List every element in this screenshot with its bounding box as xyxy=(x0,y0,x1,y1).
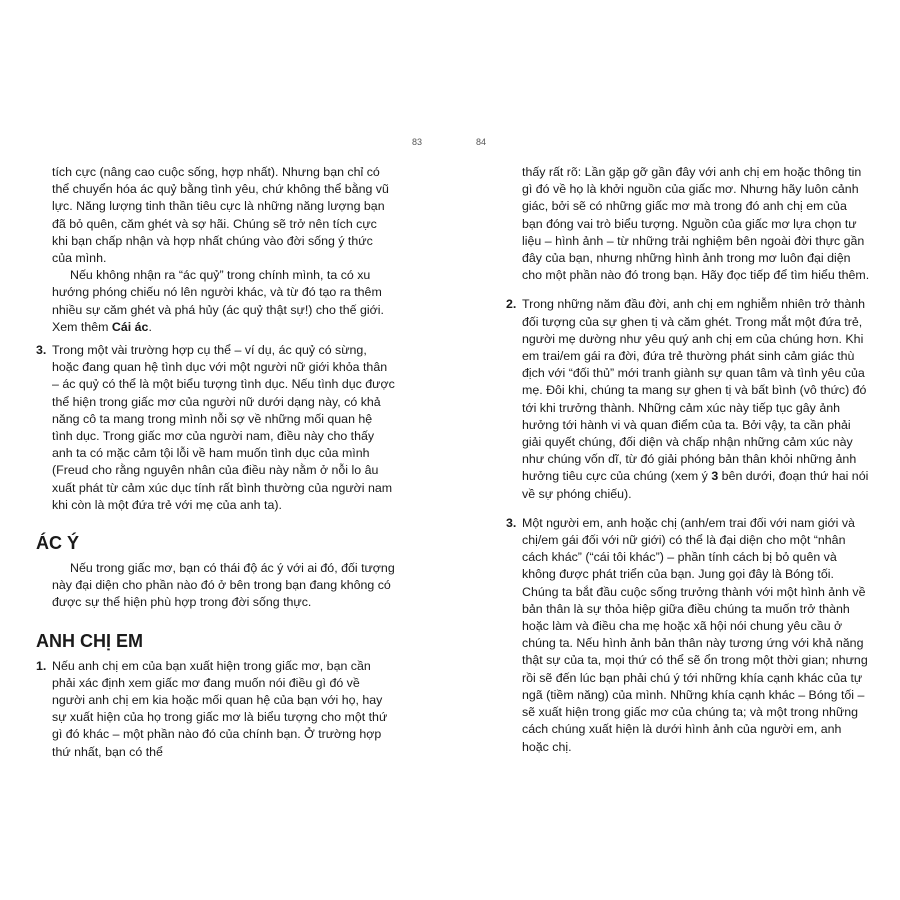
list-text: Trong một vài trường hợp cụ thể – ví dụ, ác quỷ có sừng, hoặc đang quan hệ tình dục với một người nữ giới khỏa thân – ác quỷ có thể là một biểu tượng tình dục. Nếu tình dục được thể hiện trong giấc mơ của người nữ dưới dạng này, có khả năng cô ta mang trong mình nỗi sợ về những mối quan hệ tình dục. Trong giấc mơ của người nam, điều này cho thấy anh ta có mặc cảm tội lỗi về ham muốn tình dục của mình (Freud cho rằng nguyên nhân của điều này nằm ở nỗi lo âu xuất phát từ cảm xúc dục tính rất bình thường của người nam khi còn là một đứa trẻ với mẹ của anh ta). xyxy=(52,343,395,512)
list-text-part-a: Trong những năm đầu đời, anh chị em nghiễm nhiên trở thành đối tượng của sự ghen tị và căm ghét. Trong mắt một đứa trẻ, người mẹ dường như yêu quý anh chị em của chúng hơn. Khi em trai/em gái ra đời, đứa trẻ thường phát sinh cảm giác thù địch với “đối thủ” mới tranh giành sự quan tâm và tình yêu của mẹ. Đôi khi, chúng ta mang sự ghen tị và bất bình (vô thức) đó tới khi trưởng thành. Những cảm xúc này tiếp tục gây ảnh hưởng tới hành vi và quan điểm của ta. Bởi vậy, ta cần phải giải quyết chúng, đối diện và chấp nhận những cảm xúc này như chúng vốn dĩ, từ đó giải phóng bản thân khỏi những ảnh hưởng tiêu cực của chúng (xem ý xyxy=(522,297,867,484)
list-number: 1. xyxy=(36,658,47,673)
paragraph-continued: tích cực (nâng cao cuộc sống, hợp nhất). Nhưng bạn chỉ có thể chuyển hóa ác quỷ bằng tình yêu, chứ không thể bằng vũ lực. Năng lượng tinh thần tiêu cực là những năng lượng bạn đã bỏ quên, căm ghét và sợ hãi. Chúng sẽ trở nên tích cực khi bạn chấp nhận và hợp nhất chúng vào đời sống ý thức của mình. xyxy=(52,165,389,266)
section-title-ac-y: ÁC Ý xyxy=(36,533,80,554)
list-number: 3. xyxy=(506,515,517,530)
paragraph-projection-text: Nếu không nhận ra “ác quỷ” trong chính mình, ta có xu hướng phóng chiếu nó lên người khác, và từ đó tạo ra thêm nhiều sự căm ghét và phá hủy (ác quỷ thật sự!) cho thế giới. xyxy=(52,268,384,317)
page-number-right: 84 xyxy=(476,137,487,147)
see-also-line xyxy=(36,319,396,336)
list-text xyxy=(522,296,870,502)
section-ac-y-text: Nếu trong giấc mơ, bạn có thái độ ác ý với ai đó, đối tượng này đại diện cho phần nào đó ở bên trong bạn đang không có được sự thể hiện phù hợp trong đời sống thực. xyxy=(52,561,395,610)
see-also-link: Cái ác xyxy=(111,319,149,334)
paragraph-continued: thấy rất rõ: Lần gặp gỡ gần đây với anh chị em hoặc thông tin gì đó về họ là khởi nguồn của giấc mơ. Nhưng hãy luôn cảnh giác, bởi sẽ có những giấc mơ mà trong đó anh chị em của bạn đóng vai trò biểu tượng. Nguồn của giấc mơ lựa chọn tư liệu – hình ảnh – từ những trải nghiệm bên ngoài đời thực gần đây của bạn, nhưng những hình ảnh trong mơ luôn đại diện cho một phần nào đó trong bạn. Hãy đọc tiếp để tìm hiểu thêm. xyxy=(522,165,870,283)
see-also-prefix: Xem thêm xyxy=(52,319,112,334)
list-item-3-left xyxy=(36,342,396,514)
page-number-left: 83 xyxy=(412,137,423,147)
list-number: 2. xyxy=(506,297,517,312)
list-item-1 xyxy=(36,658,396,761)
paragraph-projection xyxy=(36,267,396,319)
list-text-part-b: bên dưới, đoạn thứ hai nói về sự phóng chiếu). xyxy=(522,469,869,501)
list-text: Nếu anh chị em của bạn xuất hiện trong giấc mơ, bạn cần phải xác định xem giấc mơ đang muốn nói điều gì đó về người anh chị em kia hoặc mối quan hệ của bạn với họ, hay sự xuất hiện của họ trong giấc mơ là biểu tượng cho một thứ gì đó khác – một phần nào đó của chính bạn. Ở trường hợp thứ nhất, bạn có thể xyxy=(52,658,388,759)
list-item-2 xyxy=(506,296,870,502)
right-page-column xyxy=(506,164,870,756)
list-item-3-right xyxy=(506,515,870,756)
see-also-suffix: . xyxy=(148,319,152,334)
section-title-anh-chi-em: ANH CHỊ EM xyxy=(36,630,143,651)
list-text: Một người em, anh hoặc chị (anh/em trai đối với nam giới và chị/em gái đối với nữ giới) có thể là đại diện cho một “nhân cách khác” (“cái tôi khác”) – phần tính cách bị bỏ quên và không được phát triển của bạn. Jung gọi đây là Bóng tối. Chúng ta bắt đầu cuộc sống trưởng thành với một hình ảnh về bản thân là sự thỏa hiệp giữa điều chúng ta muốn trở thành hoặc làm và điều cha mẹ hoặc xã hội nói chung yêu cầu ở chúng ta. Nếu hình ảnh bản thân này tương ứng với khả năng thật sự của ta, mọi thứ có thể sẽ ổn trong một thời gian; nhưng rồi sẽ đến lúc bạn phải chú ý tới những khía cạnh khác của tự ngã (tiềm năng) của mình. Những khía cạnh khác – Bóng tối – sẽ xuất hiện trong giấc mơ của chúng ta; và một trong những cách chúng xuất hiện là dưới hình ảnh của người em, anh hoặc chị. xyxy=(522,515,868,754)
bold-reference: 3 xyxy=(711,469,719,484)
list-number: 3. xyxy=(36,343,47,358)
left-page-column xyxy=(36,164,396,761)
